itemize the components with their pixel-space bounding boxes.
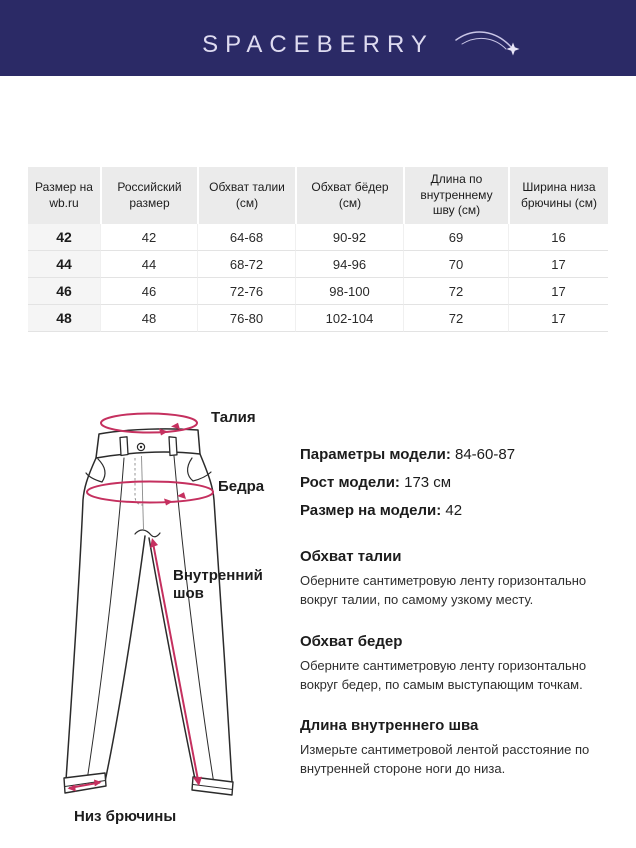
table-cell: 44 xyxy=(100,251,197,278)
table-cell: 17 xyxy=(508,251,608,278)
inseam-label: Внутренний шов xyxy=(173,567,263,602)
col-header-hips: Обхват бёдер (см) xyxy=(295,167,403,224)
model-height-label: Рост модели: xyxy=(300,474,400,491)
brand-header xyxy=(0,0,636,76)
table-cell: 94-96 xyxy=(295,251,403,278)
col-header-waist: Обхват талии (см) xyxy=(197,167,295,224)
table-cell: 69 xyxy=(403,224,508,251)
model-height-line xyxy=(300,469,612,497)
table-cell: 17 xyxy=(508,278,608,305)
model-params-line xyxy=(300,441,612,469)
col-header-leg-bottom: Ширина низа брючины (см) xyxy=(508,167,608,224)
table-cell: 70 xyxy=(403,251,508,278)
hips-measure-section xyxy=(300,633,612,695)
table-cell: 42 xyxy=(100,224,197,251)
table-cell: 102-104 xyxy=(295,305,403,332)
shooting-star-icon xyxy=(452,24,524,56)
model-info xyxy=(300,441,612,525)
table-cell: 44 xyxy=(28,251,100,278)
hips-label: Бедра xyxy=(218,478,265,495)
brand-logo-text: SPACEBERRY xyxy=(202,31,434,58)
model-size-line xyxy=(300,497,612,525)
table-cell: 90-92 xyxy=(295,224,403,251)
waist-label: Талия xyxy=(211,409,256,426)
model-size-value: 42 xyxy=(445,502,463,519)
model-height-value: 173 см xyxy=(404,474,452,491)
table-cell: 17 xyxy=(508,305,608,332)
model-size-label: Размер на модели: xyxy=(300,502,442,519)
model-params-value: 84-60-87 xyxy=(455,446,516,463)
section-text: Оберните сантиметровую ленту горизонтально вокруг талии, по самому узкому месту. xyxy=(300,573,587,607)
measuring-info-column xyxy=(300,441,612,779)
table-cell: 48 xyxy=(28,305,100,332)
table-cell: 48 xyxy=(100,305,197,332)
col-header-wb-size: Размер на wb.ru xyxy=(28,167,100,224)
table-cell: 64-68 xyxy=(197,224,295,251)
table-cell: 16 xyxy=(508,224,608,251)
inseam-measure-section xyxy=(300,717,612,779)
table-cell: 72 xyxy=(403,278,508,305)
col-header-ru-size: Российский размер xyxy=(100,167,197,224)
section-text: Измерьте сантиметровой лентой расстояние по внутренней стороне ноги до низа. xyxy=(300,742,590,777)
leg-bottom-label: Низ брючины xyxy=(74,808,177,825)
waist-measure-section xyxy=(300,548,612,610)
model-params-label: Параметры модели: xyxy=(300,446,451,463)
table-cell: 46 xyxy=(100,278,197,305)
table-cell: 46 xyxy=(28,278,100,305)
table-cell: 72-76 xyxy=(197,278,295,305)
table-cell: 42 xyxy=(28,224,100,251)
table-cell: 68-72 xyxy=(197,251,295,278)
col-header-inseam: Длина по внутреннему шву (см) xyxy=(403,167,508,224)
size-table xyxy=(28,167,608,332)
section-title: Длина внутреннего шва xyxy=(300,717,479,735)
brand-logo xyxy=(202,17,434,59)
section-title: Обхват бедер xyxy=(300,632,403,650)
table-cell: 72 xyxy=(403,305,508,332)
table-cell: 98-100 xyxy=(295,278,403,305)
table-cell: 76-80 xyxy=(197,305,295,332)
section-title: Обхват талии xyxy=(300,548,402,565)
section-text: Оберните сантиметровую ленту горизонтально вокруг бедер, по самым выступающим точкам. xyxy=(300,657,587,692)
